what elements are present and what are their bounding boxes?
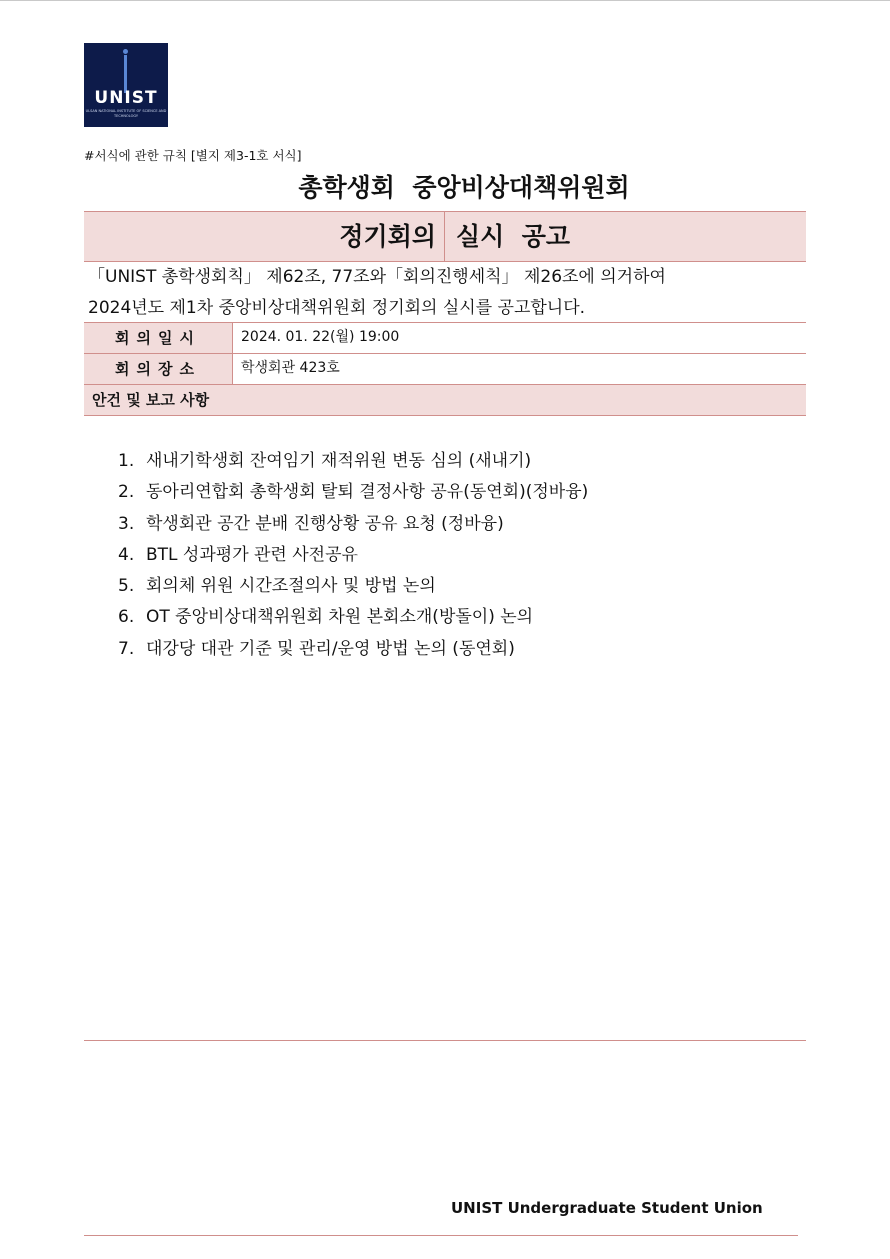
intro-line-2: 2024년도 제1차 중앙비상대책위원회 정기회의 실시를 공고합니다.	[88, 298, 586, 318]
agenda-item	[118, 540, 588, 571]
agenda-list	[118, 446, 588, 665]
agenda-item-number: 7.	[118, 638, 135, 659]
footer-divider	[84, 1235, 798, 1236]
agenda-item-number: 6.	[118, 607, 135, 628]
meeting-date-value: 2024. 01. 22(월) 19:00	[241, 329, 400, 345]
agenda-item-text: 새내기학생회 잔여임기 재적위원 변동 심의 (새내기)	[146, 451, 532, 471]
agenda-item	[118, 509, 588, 540]
notice-title-box	[84, 211, 806, 262]
agenda-item-text: BTL 성과평가 관련 사전공유	[146, 544, 358, 565]
notice-title-left: 정기회의	[84, 212, 445, 261]
meeting-place-row	[84, 354, 806, 385]
intro-text	[88, 262, 666, 324]
agenda-item-text: 회의체 위원 시간조절의사 및 방법 논의	[146, 576, 436, 597]
agenda-item-text: 대강당 대관 기준 및 관리/운영 방법 논의 (동연회)	[146, 638, 515, 659]
unist-logo	[84, 43, 168, 127]
agenda-item-text: 학생회관 공간 분배 진행상황 공유 요청 (정바융)	[146, 513, 504, 534]
agenda-item-number: 4.	[118, 544, 135, 565]
notice-title-right: 실시 공고	[456, 222, 571, 251]
agenda-item-number: 5.	[118, 576, 135, 597]
agenda-item-text: OT 중앙비상대책위원회 차원 본회소개(방돌이) 논의	[146, 607, 534, 628]
footer-text: UNIST Undergraduate Student Union	[451, 1199, 763, 1217]
intro-line-1: 「UNIST 총학생회칙」 제62조, 77조와「회의진행세칙」 제26조에 의거하여	[88, 267, 666, 287]
bottom-divider	[84, 1040, 806, 1041]
logo-text: UNIST	[94, 88, 158, 108]
agenda-item	[118, 634, 588, 665]
meeting-place-value: 학생회관 423호	[241, 360, 340, 376]
org-title: 총학생회 중앙비상대책위원회	[298, 173, 630, 202]
logo-dot-icon	[123, 49, 128, 54]
agenda-item	[118, 602, 588, 633]
form-note: #서식에 관한 규칙 [별지 제3-1호 서식]	[84, 148, 302, 163]
agenda-item	[118, 571, 588, 602]
agenda-heading: 안건 및 보고 사항	[84, 384, 806, 416]
logo-subtext: ULSAN NATIONAL INSTITUTE OF SCIENCE AND TECHNOLOGY	[85, 109, 167, 118]
agenda-item	[118, 446, 588, 477]
agenda-item	[118, 477, 588, 508]
agenda-item-number: 3.	[118, 513, 135, 534]
meeting-info-table	[84, 322, 806, 385]
agenda-item-number: 1.	[118, 451, 135, 471]
agenda-item-number: 2.	[118, 482, 135, 503]
meeting-place-label: 회의장소	[84, 354, 233, 384]
meeting-date-row	[84, 322, 806, 354]
meeting-date-label: 회의일시	[84, 323, 233, 353]
top-rule	[0, 0, 890, 1]
agenda-item-text: 동아리연합회 총학생회 탈퇴 결정사항 공유(동연회)(정바융)	[146, 482, 589, 503]
